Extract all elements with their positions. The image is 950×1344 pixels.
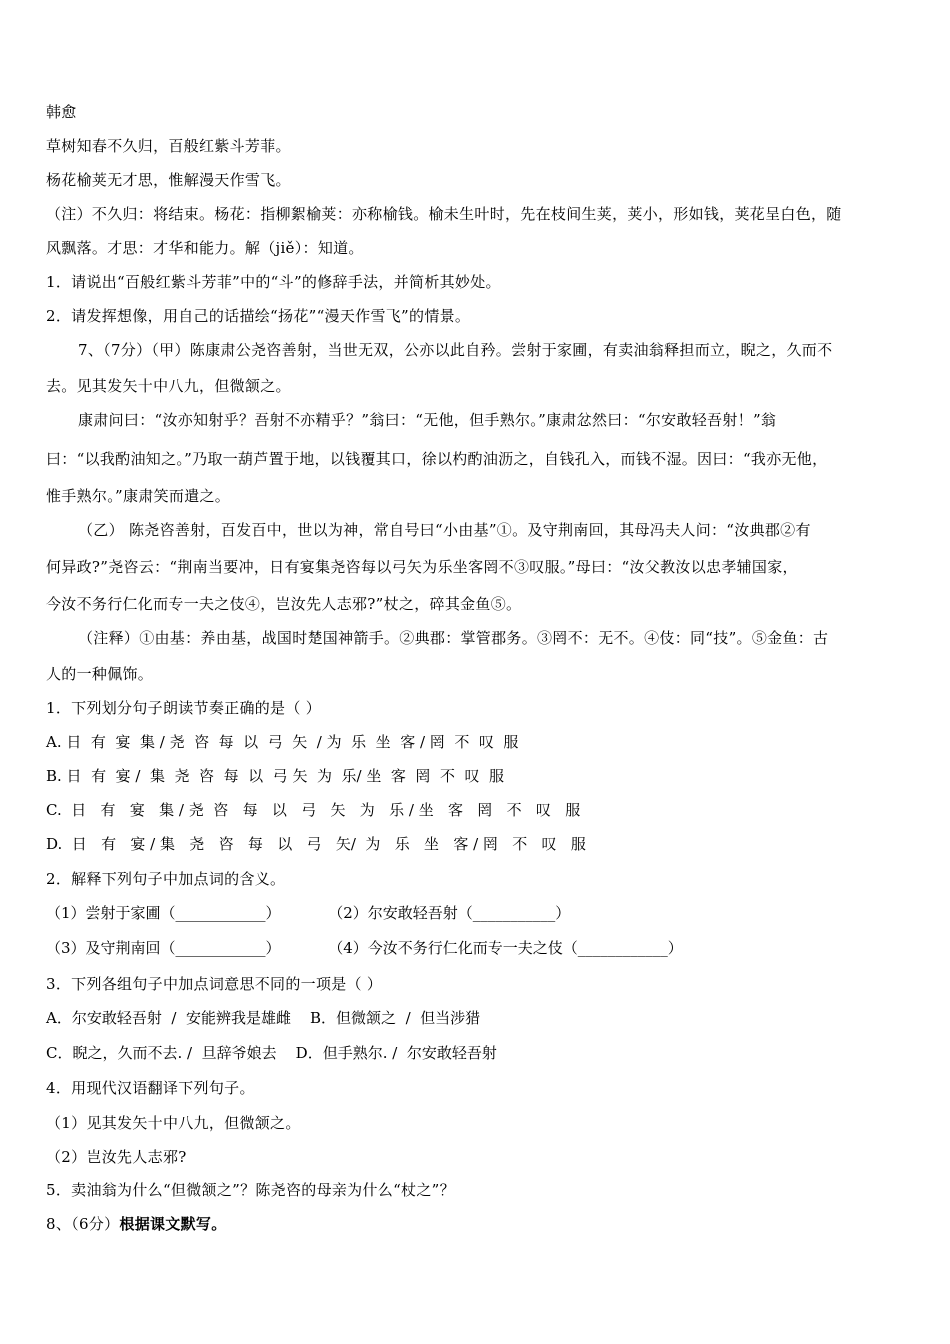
- q7-sub1-question: 1．下列划分句子朗读节奏正确的是（ ）: [46, 699, 322, 717]
- q7-sub3-options-cd: C．睨之，久而不去. / 旦辞爷娘去 D．但手熟尔. / 尔安敢轻吾射: [46, 1044, 497, 1062]
- q7-sub2-row-1: （1）尝射于家圃（____________） （2）尔安敢轻吾射（___________）: [46, 904, 571, 922]
- poem-line-2: 杨花榆荚无才思，惟解漫天作雪飞。: [46, 171, 291, 189]
- q7-passage-jia-dialogue-cont: 曰：“以我酌油知之。”乃取一葫芦置于地，以钱覆其口，徐以杓酌油沥之，自钱孔入，而钱不湿。因曰：“我亦无他，: [46, 450, 828, 468]
- poem-question-2: 2．请发挥想像，用自己的话描绘“扬花”“漫天作雪飞”的情景。: [46, 307, 471, 325]
- q7-sub1-option-b: B. 日 有 宴 / 集 尧 咨 每 以 弓 矢 为 乐/ 坐 客 罔 不 叹 服: [46, 767, 505, 785]
- q7-passage-yi-end: 今汝不务行仁化而专一夫之伎④，岂汝先人志邪?”杖之，碎其金鱼⑤。: [46, 595, 522, 613]
- q7-sub4-question: 4．用现代汉语翻译下列句子。: [46, 1079, 255, 1097]
- q7-sub1-option-a: A. 日 有 宴 集 / 尧 咨 每 以 弓 矢 / 为 乐 坐 客 / 罔 不 叹 服: [46, 733, 519, 751]
- q7-passage-yi-cont: 何异政?”尧咨云：“荆南当要冲，日有宴集尧咨每以弓矢为乐坐客罔不③叹服。”母曰：“汝父教汝以忠孝辅国家，: [46, 558, 798, 576]
- poem-note: （注）不久归：将结束。杨花：指柳絮榆荚：亦称榆钱。榆未生叶时，先在枝间生荚，荚小，形如钱，荚花呈白色，随: [46, 205, 842, 223]
- poem-author: 韩愈: [46, 103, 77, 121]
- q7-sub4-item-2: （2）岂汝先人志邪?: [46, 1148, 187, 1166]
- q7-sub1-option-d: D. 日 有 宴 / 集 尧 咨 每 以 弓 矢/ 为 乐 坐 客 / 罔 不 叹 服: [46, 835, 586, 853]
- q8-heading: [46, 1214, 227, 1234]
- poem-line-1: 草树知春不久归，百般红紫斗芳菲。: [46, 137, 291, 155]
- q7-sub3-options-ab: A．尔安敢轻吾射 / 安能辨我是雄雌 B．但微颔之 / 但当涉猎: [46, 1009, 481, 1027]
- q7-annotation: （注释）①由基：养由基，战国时楚国神箭手。②典郡：掌管郡务。③罔不：无不。④伎：同“技”。⑤金鱼：古: [78, 629, 829, 647]
- q7-sub4-item-1: （1）见其发矢十中八九，但微颔之。: [46, 1114, 301, 1132]
- q7-sub5-question: 5．卖油翁为什么“但微颔之”？陈尧咨的母亲为什么“杖之”？: [46, 1181, 455, 1199]
- q8-title: 根据课文默写。: [119, 1215, 227, 1233]
- q7-annotation-cont: 人的一种佩饰。: [46, 665, 154, 683]
- q7-passage-jia-dialogue: 康肃问曰：“汝亦知射乎？吾射不亦精乎？”翁曰：“无他，但手熟尔。”康肃忿然曰：“尔安敢轻吾射！”翁: [78, 411, 777, 429]
- q7-passage-yi: （乙） 陈尧咨善射，百发百中，世以为神，常自号曰“小由基”①。及守荆南回，其母冯夫人问：“汝典郡②有: [78, 521, 811, 539]
- q7-sub1-option-c: C. 日 有 宴 集 / 尧 咨 每 以 弓 矢 为 乐 / 坐 客 罔 不 叹 服: [46, 801, 581, 819]
- q7-sub2-row-2: （3）及守荆南回（____________） （4）今汝不务行仁化而专一夫之伎（____________）: [46, 939, 683, 957]
- q7-sub3-question: 3．下列各组句子中加点词意思不同的一项是（ ）: [46, 975, 383, 993]
- q7-passage-jia-cont: 去。见其发矢十中八九，但微颔之。: [46, 377, 291, 395]
- q7-passage-jia: 7、（7分）（甲）陈康肃公尧咨善射，当世无双，公亦以此自矜。尝射于家圃，有卖油翁释担而立，睨之，久而不: [78, 341, 833, 359]
- q7-sub2-question: 2．解释下列句子中加点词的含义。: [46, 870, 286, 888]
- poem-note-continued: 风飘落。才思：才华和能力。解（jiě）：知道。: [46, 239, 364, 257]
- q7-passage-jia-end: 惟手熟尔。”康肃笑而遣之。: [46, 487, 231, 505]
- poem-question-1: 1．请说出“百般红紫斗芳菲”中的“斗”的修辞手法，并简析其妙处。: [46, 273, 501, 291]
- q8-prefix: 8、（6分）: [46, 1215, 120, 1233]
